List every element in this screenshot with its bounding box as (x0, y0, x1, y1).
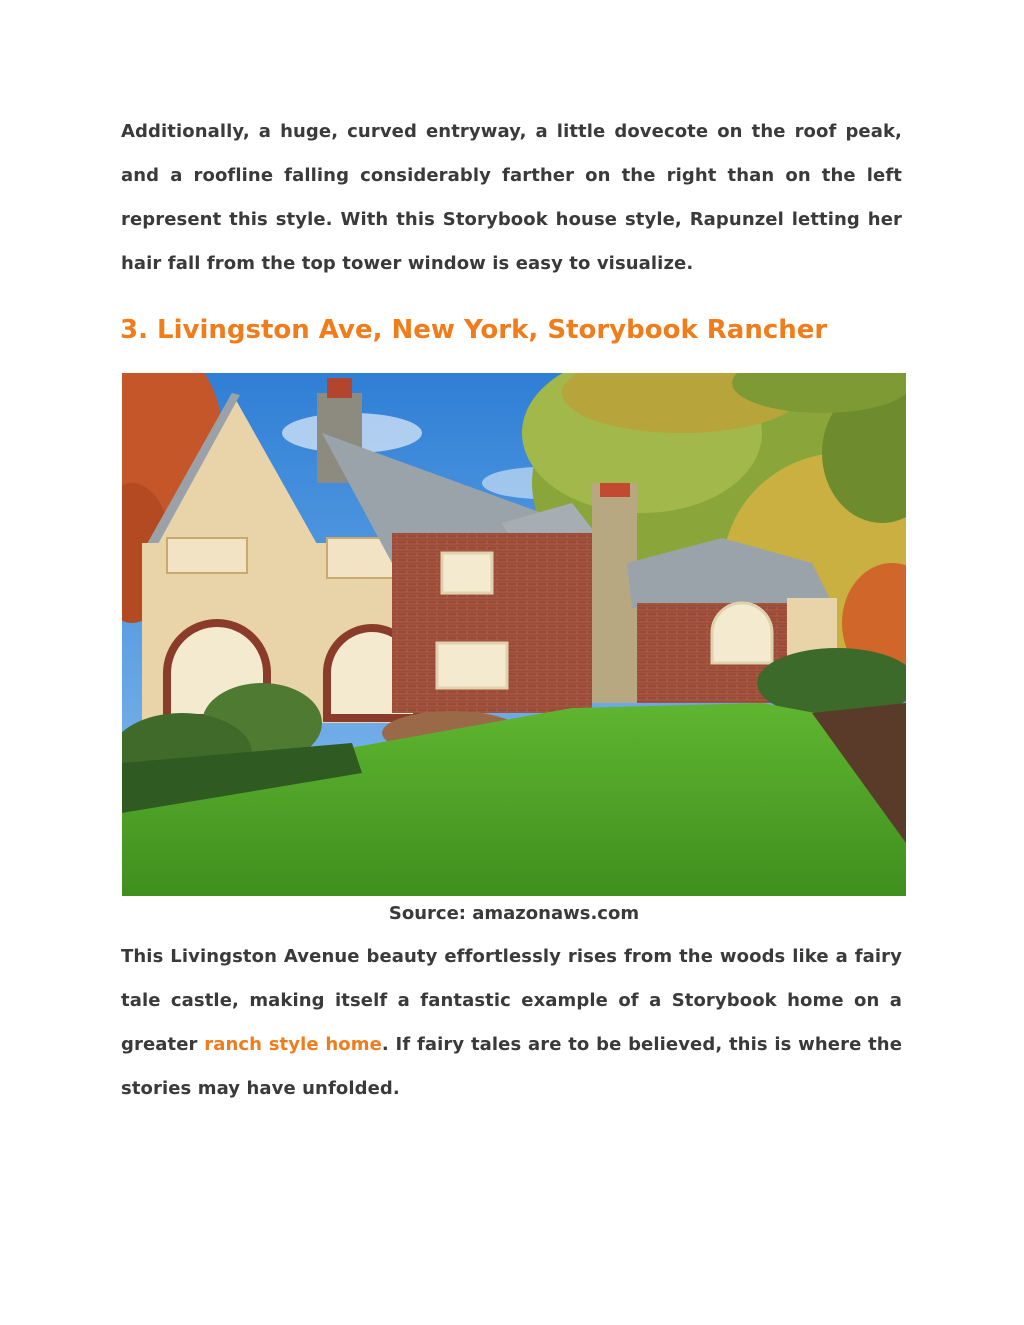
ranch-style-home-link[interactable]: ranch style home (204, 1034, 382, 1055)
paragraph-text-start: This Livingston Avenue beauty effortlessly rises from the woods like a fairy tale castle, making itself a fantastic example of a Storybook home on a greater (121, 946, 902, 1055)
photo-caption: Source: amazonaws.com (388, 903, 640, 924)
house-photo (122, 373, 906, 896)
intro-paragraph: Additionally, a huge, curved entryway, a little dovecote on the roof peak, and a roofline falling considerably farther on the right than on the left represent this style. With this Storybook house style, Rapunzel letting her hair fall from the top tower window is easy to visualize. (121, 121, 902, 274)
section-heading: 3. Livingston Ave, New York, Storybook Rancher (120, 315, 828, 345)
paragraph-text-end: . If fairy tales are to be believed, this is where the stories may have unfolded. (121, 1034, 903, 1099)
description-paragraph (121, 935, 902, 1111)
